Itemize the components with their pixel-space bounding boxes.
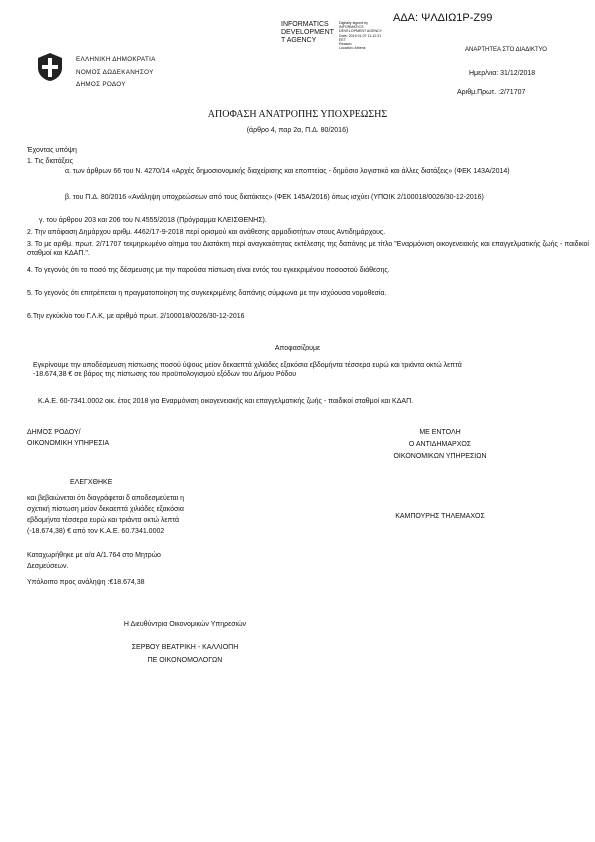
stamp-fine-line: Digitally signed by — [339, 21, 368, 25]
registry-line: Δεσμεύσεων. — [27, 563, 69, 570]
stamp-fine-line: Date: 2019.01.07 11:12:21 — [339, 33, 382, 38]
stamp-title-line: T AGENCY — [281, 37, 317, 44]
registry-record — [27, 550, 161, 572]
greek-coat-of-arms-icon — [36, 52, 64, 87]
stamp-fine-line: EET — [339, 37, 346, 42]
deputy-mayor-line: ΟΙΚΟΝΟΜΙΚΩΝ ΥΠΗΡΕΣΙΩΝ — [393, 453, 487, 460]
finance-service-block — [27, 427, 109, 449]
director-name: ΣΕΡΒΟΥ ΒΕΑΤΡΙΚΗ - ΚΑΛΛΙΟΠΗ — [131, 644, 239, 651]
considerations-item: 6.Την εγκύκλιο του Γ.Λ.Κ, με αριθμό πρωτ. 2/100018/0026/30-12-2016 — [27, 313, 245, 320]
protocol-number: Αριθμ.Πρωτ. :2/71707 — [457, 89, 526, 96]
decision-account-text: Κ.Α.Ε. 60-7341.0002 οικ. έτος 2018 για Εναρμόνιση οικογενειακής και επαγγελματικής ζωής - παιδικοί σταθμοί και ΚΔΑΠ. — [38, 398, 414, 405]
considerations-item: β. του Π.Δ. 80/2016 «Ανάληψη υποχρεώσεων από τους διατάκτες» (ΦΕΚ 145Α/2016) όπως ισχύει (ΥΠΟΙΚ 2/100018/0026/30-12-2016) — [65, 194, 484, 201]
considerations-item: 5. Το γεγονός ότι επιτρέπεται η πραγματοποίηση της συγκεκριμένης δαπάνης σύμφωνα με την ισχύουσα νομοθεσία. — [27, 290, 387, 297]
registry-line: Καταχωρήθηκε με α/α Α/1.764 στο Μητρώο — [27, 552, 161, 559]
stamp-fine-print — [339, 21, 382, 50]
considerations-item: α. των άρθρων 66 του Ν. 4270/14 «Αρχές δημοσιονομικής διαχείρισης και εποπτείας - δημόσιο λογιστικό και άλλες διατάξεις» (ΦΕΚ 143Α/2014) — [65, 168, 510, 175]
document-title: ΑΠΟΦΑΣΗ ΑΝΑΤΡΟΠΗΣ ΥΠΟΧΡΕΩΣΗΣ — [207, 109, 388, 120]
decision-heading: Αποφασίζουμε — [274, 345, 321, 352]
posted-online-note: ΑΝΑΡΤΗΤΕΑ ΣΤΟ ΔΙΑΔΙΚΤΥΟ — [465, 47, 547, 53]
stamp-fine-line: INFORMATICS — [339, 25, 364, 30]
authority-block — [76, 54, 156, 92]
checked-line: και βεβαιώνεται ότι διαγράφεται δ αποδεσμεύεται η — [27, 495, 185, 502]
deputy-mayor-block — [360, 427, 520, 463]
director-title: ΠΕ ΟΙΚΟΝΟΜΟΛΟΓΩΝ — [147, 657, 223, 664]
director-role: Η Διευθύντρια Οικονομικών Υπηρεσιών — [123, 621, 247, 628]
ada-code: ΑΔΑ: ΨΛΔΙΩ1Ρ-Ζ99 — [393, 12, 493, 24]
considerations-item: 4. Το γεγονός ότι το ποσό της δέσμευσης με την παρούσα πίστωση είναι εντός του εγκεκριμένου ποσοστού διάθεσης. — [27, 267, 390, 274]
stamp-fine-line: Location: Athens — [339, 46, 366, 51]
stamp-title-line: INFORMATICS — [281, 21, 329, 28]
considerations-item: γ. του άρθρου 203 και 206 του Ν.4555/2018 (Πρόγραμμα ΚΛΕΙΣΘΕΝΗΣ). — [39, 217, 267, 224]
deputy-mayor-line: ΜΕ ΕΝΤΟΛΗ — [419, 429, 461, 436]
finance-service-line: ΔΗΜΟΣ ΡΟΔΟΥ/ — [27, 429, 81, 436]
checked-text — [27, 493, 184, 537]
authority-line: ΕΛΛΗΝΙΚΗ ΔΗΜΟΚΡΑΤΙΑ — [76, 56, 156, 63]
digital-signature-stamp — [281, 21, 334, 45]
having-regard-heading: Έχοντας υπόψη — [27, 147, 77, 154]
checked-heading: ΕΛΕΓΧΘΗΚΕ — [70, 479, 113, 486]
considerations-item: 1. Τις διατάξεις — [27, 158, 73, 165]
deputy-mayor-line: Ο ΑΝΤΙΔΗΜΑΡΧΟΣ — [408, 441, 472, 448]
stamp-fine-line: DEVELOPMENT AGENCY — [339, 29, 383, 34]
considerations-item: 2. Την απόφαση Δημάρχου αριθμ. 4462/17-9-2018 περί ορισμού και ανάθεσης αρμοδιοτήτων στους Αντιδημάρχους. — [27, 229, 386, 236]
authority-line: ΝΟΜΟΣ ΔΩΔΕΚΑΝΗΣΟΥ — [76, 68, 154, 76]
checked-line: σχετική πίστωση μείον δεκαεπτά χιλιάδες εξακόσια — [27, 506, 184, 513]
finance-service-line: ΟΙΚΟΝΟΜΙΚΗ ΥΠΗΡΕΣΙΑ — [27, 440, 110, 447]
document-date: Ημερ/νια: 31/12/2018 — [469, 70, 536, 77]
stamp-fine-line: Reason: — [339, 42, 353, 47]
stamp-title-line: DEVELOPMENT — [281, 29, 334, 36]
document-subtitle: (άρθρο 4, παρ 2α, Π.Δ. 80/2016) — [246, 127, 349, 134]
authority-line: ΔΗΜΟΣ ΡΟΔΟΥ — [76, 81, 126, 88]
decision-text: Εγκρίνουμε την αποδέσμευση πίστωσης ποσού ύψους μείον δεκαεπτά χιλιάδες εξακόσια εβδομήντα τέσσερα ευρώ και τριάντα οκτώ λεπτά -18.674,38 € σε βάρος της πίστωσης του προϋπολογισμού εξόδων του Δήμου Ρόδου — [33, 362, 462, 378]
remaining-balance: Υπόλοιπο προς ανάληψη :€18.674,38 — [27, 579, 145, 586]
checked-line: (-18.674,38) € από τον Κ.Α.Ε. 60.7341.0002 — [27, 528, 165, 535]
considerations-item: 3. Το με αριθμ. πρωτ. 2/71707 τεκμηριωμένο αίτημα του Διατάκτη περί αναγκαιότητας εκτέλεσης της δαπάνης με τίτλο "Εναρμόνιση οικογενειακής και επαγγελματικής ζωής - παιδικοί σταθμοί και ΚΔΑΠ.". — [27, 241, 589, 257]
checked-line: εβδομήντα τέσσερα ευρώ και τριάντα οκτώ λεπτά — [27, 517, 180, 524]
deputy-mayor-name: ΚΑΜΠΟΥΡΗΣ ΤΗΛΕΜΑΧΟΣ — [395, 513, 485, 520]
